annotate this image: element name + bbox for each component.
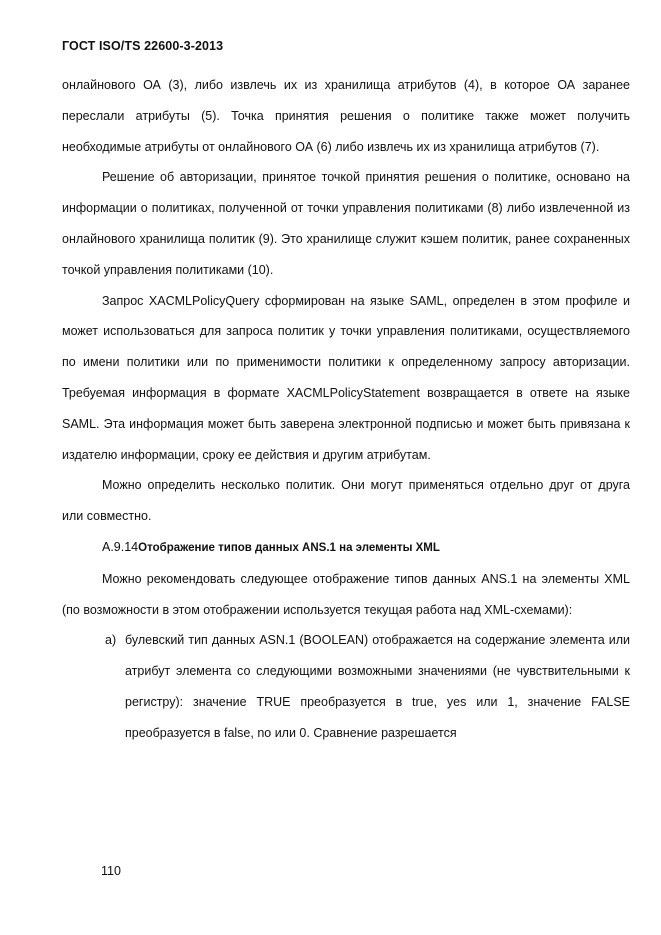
paragraph-1: онлайнового ОА (3), либо извлечь их из хранилища атрибутов (4), в которое ОА заранее переслали атрибуты (5). Точка принятия решения о политике также может получить необходимые атрибуты от онлайнового ОА (6) либо извлечь их из хранилища атрибутов (7). <box>62 78 630 154</box>
list-marker-a: а) <box>105 633 117 648</box>
page-number: 110 <box>101 864 121 878</box>
paragraph-2: Решение об авторизации, принятое точкой принятия решения о политике, основано на информации о политиках, полученной от точки управления политиками (8) либо извлеченной из онлайнового хранилища политик (9). Это хранилище служит кэшем политик, ранее сохраненных точкой управления политиками (10). <box>62 170 630 277</box>
section-title: Отображение типов данных ANS.1 на элементы XML <box>138 541 440 554</box>
paragraph-3: Запрос XACMLPolicyQuery сформирован на языке SAML, определен в этом профиле и может использоваться для запроса политик у точки управления политиками, осуществляемого по имени политики или по применимости политики к определенному запросу авторизации. Требуемая информация в формате XACMLPolicyStatement возвращается в ответе на языке SAML. Эта информация может быть заверена электронной подписью и может быть привязана к издателю информации, сроку ее действия и другим атрибутам. <box>62 293 630 462</box>
paragraph-5: Можно рекомендовать следующее отображение типов данных ANS.1 на элементы XML (по возможности в этом отображении используется текущая работа над XML-схемами): <box>62 571 630 617</box>
paragraph-4: Можно определить несколько политик. Они могут применяться отдельно друг от друга или совместно. <box>62 478 630 524</box>
document-header: ГОСТ ISO/TS 22600-3-2013 <box>62 39 224 53</box>
list-item-a-text: булевский тип данных ASN.1 (BOOLEAN) отображается на содержание элемента или атрибут элемента со следующими возможными значениями (не чувствительными к регистру): значение TRUE преобразуется в true, yes или 1, значение FALSE преобразуется в false, no или 0. Сравнение разрешается <box>125 633 630 740</box>
section-number: A.9.14 <box>102 539 139 554</box>
section-heading <box>62 532 630 564</box>
list-item-a <box>62 625 630 748</box>
document-body <box>62 70 630 749</box>
